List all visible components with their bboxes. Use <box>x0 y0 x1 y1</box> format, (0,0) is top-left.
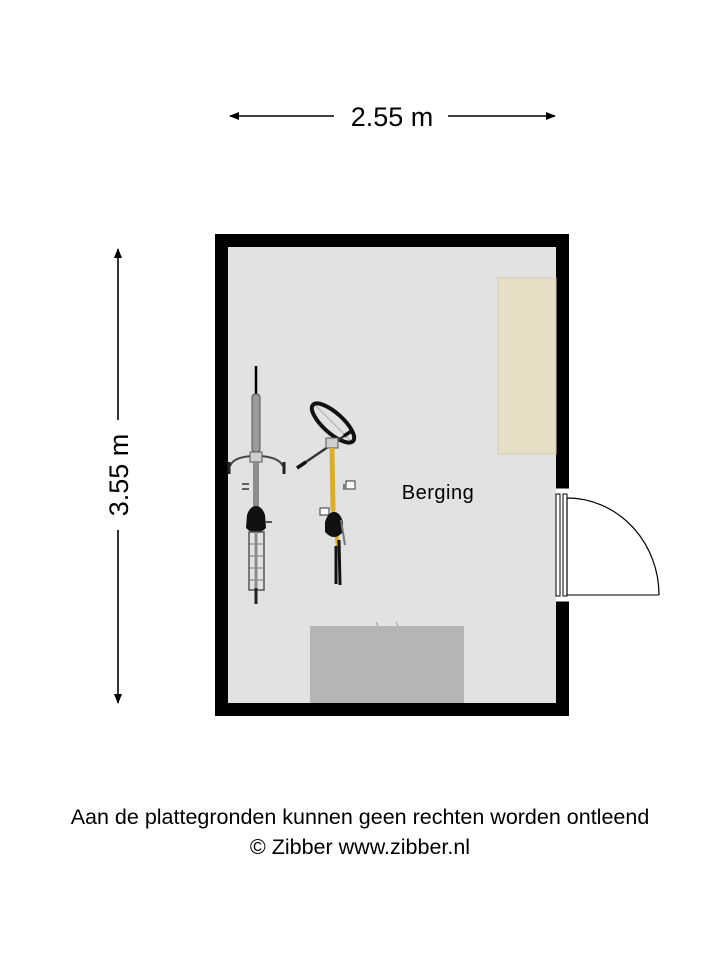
door-icon <box>567 498 659 595</box>
height-dimension <box>104 249 134 703</box>
copyright-text: © Zibber www.zibber.nl <box>249 835 471 859</box>
door[interactable] <box>556 488 659 602</box>
disclaimer-text: Aan de plattegronden kunnen geen rechten worden ontleend <box>70 805 650 829</box>
room-label: Berging <box>401 482 475 504</box>
width-dimension-label: 2.55 m <box>350 102 434 132</box>
width-dimension <box>230 102 555 132</box>
height-dimension-label: 3.55 m <box>104 433 134 517</box>
cabinet <box>498 278 556 454</box>
workbench <box>310 622 464 703</box>
